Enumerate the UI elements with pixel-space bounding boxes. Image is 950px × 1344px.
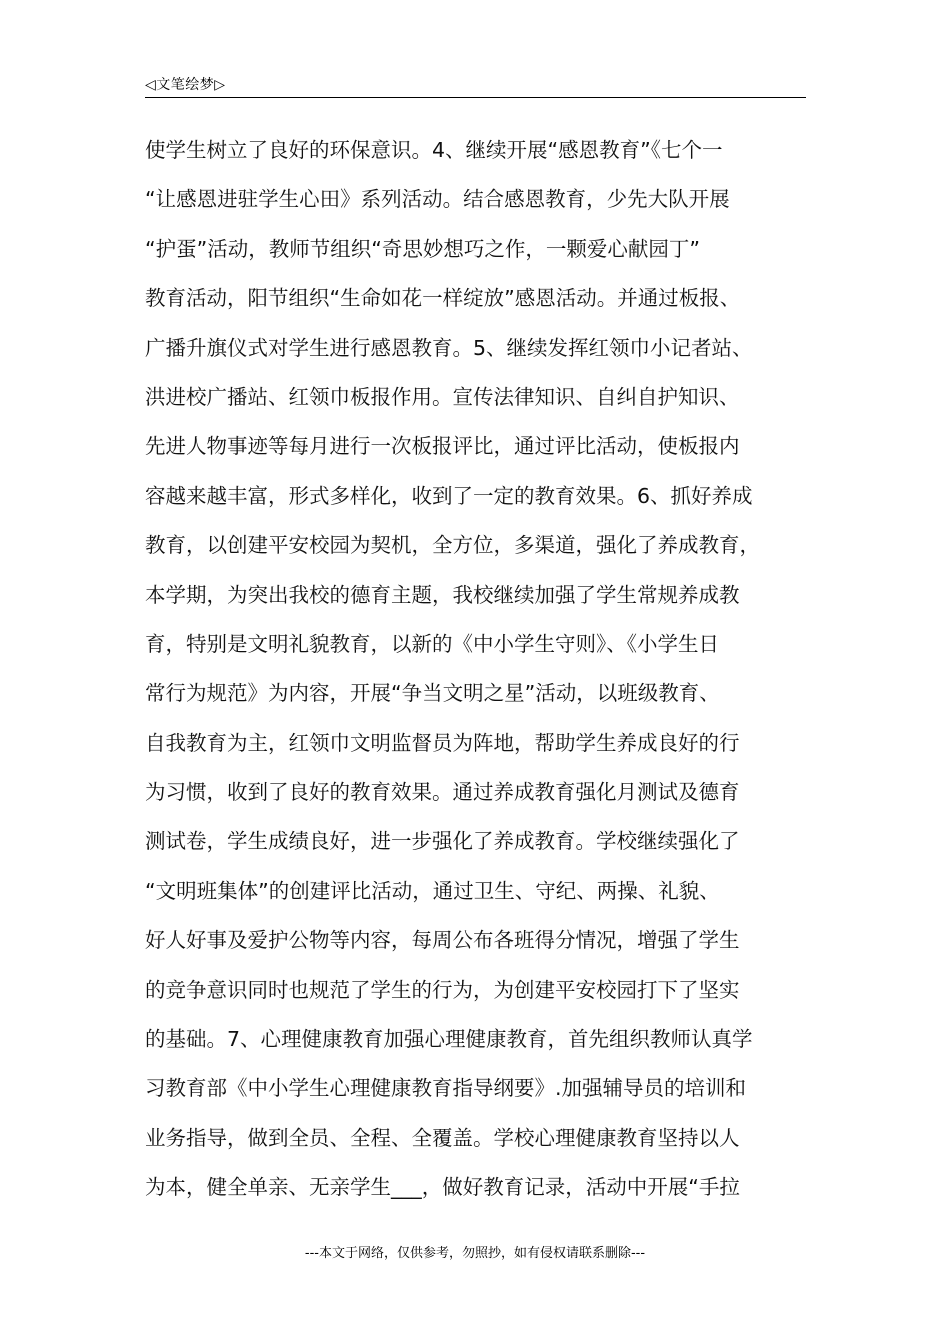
body-line: 广播升旗仪式对学生进行感恩教育。5、继续发挥红领巾小记者站、 xyxy=(145,335,753,360)
document-body xyxy=(145,126,845,1213)
body-line: “让感恩进驻学生心田》系列活动。结合感恩教育，少先大队开展 xyxy=(145,187,730,212)
body-line: 习教育部《中小学生心理健康教育指导纲要》.加强辅导员的培训和 xyxy=(145,1076,747,1101)
body-line: 育，特别是文明礼貌教育，以新的《中小学生守则》、《小学生日 xyxy=(145,631,719,656)
body-line: 为本，健全单亲、无亲学生___，做好教育记录，活动中开展“手拉 xyxy=(145,1175,740,1200)
body-line: 的基础。7、心理健康教育加强心理健康教育，首先组织教师认真学 xyxy=(145,1027,753,1052)
body-line: 常行为规范》为内容，开展“争当文明之星”活动，以班级教育、 xyxy=(145,681,720,706)
body-line: “文明班集体”的创建评比活动，通过卫生、守纪、两操、礼貌、 xyxy=(145,878,720,903)
body-line: 本学期，为突出我校的德育主题，我校继续加强了学生常规养成教 xyxy=(145,582,740,607)
header-divider xyxy=(145,97,806,98)
body-line: 洪进校广播站、红领巾板报作用。宣传法律知识、自纠自护知识、 xyxy=(145,384,740,409)
body-line: 先进人物事迹等每月进行一次板报评比，通过评比活动，使板报内 xyxy=(145,434,740,459)
body-line: 业务指导，做到全员、全程、全覆盖。学校心理健康教育坚持以人 xyxy=(145,1125,740,1150)
body-line: 为习惯，收到了良好的教育效果。通过养成教育强化月测试及德育 xyxy=(145,780,740,805)
body-line: 好人好事及爱护公物等内容，每周公布各班得分情况，增强了学生 xyxy=(145,928,740,953)
footer-disclaimer: ---本文于网络，仅供参考，勿照抄，如有侵权请联系删除--- xyxy=(304,1246,646,1261)
body-line: 使学生树立了良好的环保意识。4、继续开展“感恩教育”《七个一 xyxy=(145,138,723,162)
body-line: 测试卷，学生成绩良好，进一步强化了养成教育。学校继续强化了 xyxy=(145,829,740,854)
document-header-title: ◁文笔绘梦▷ xyxy=(145,77,226,93)
body-line: 容越来越丰富，形式多样化，收到了一定的教育效果。6、抓好养成 xyxy=(145,483,753,508)
body-line: 的竞争意识同时也规范了学生的行为，为创建平安校园打下了坚实 xyxy=(145,977,740,1002)
body-line: 自我教育为主，红领巾文明监督员为阵地，帮助学生养成良好的行 xyxy=(145,730,740,755)
body-line: 教育活动，阳节组织“生命如花一样绽放”感恩活动。并通过板报、 xyxy=(145,286,741,311)
body-line: 教育，以创建平安校园为契机，全方位，多渠道，强化了养成教育， xyxy=(145,533,760,558)
body-line: “护蛋”活动，教师节组织“奇思妙想巧之作，一颗爱心献园丁” xyxy=(145,236,700,261)
